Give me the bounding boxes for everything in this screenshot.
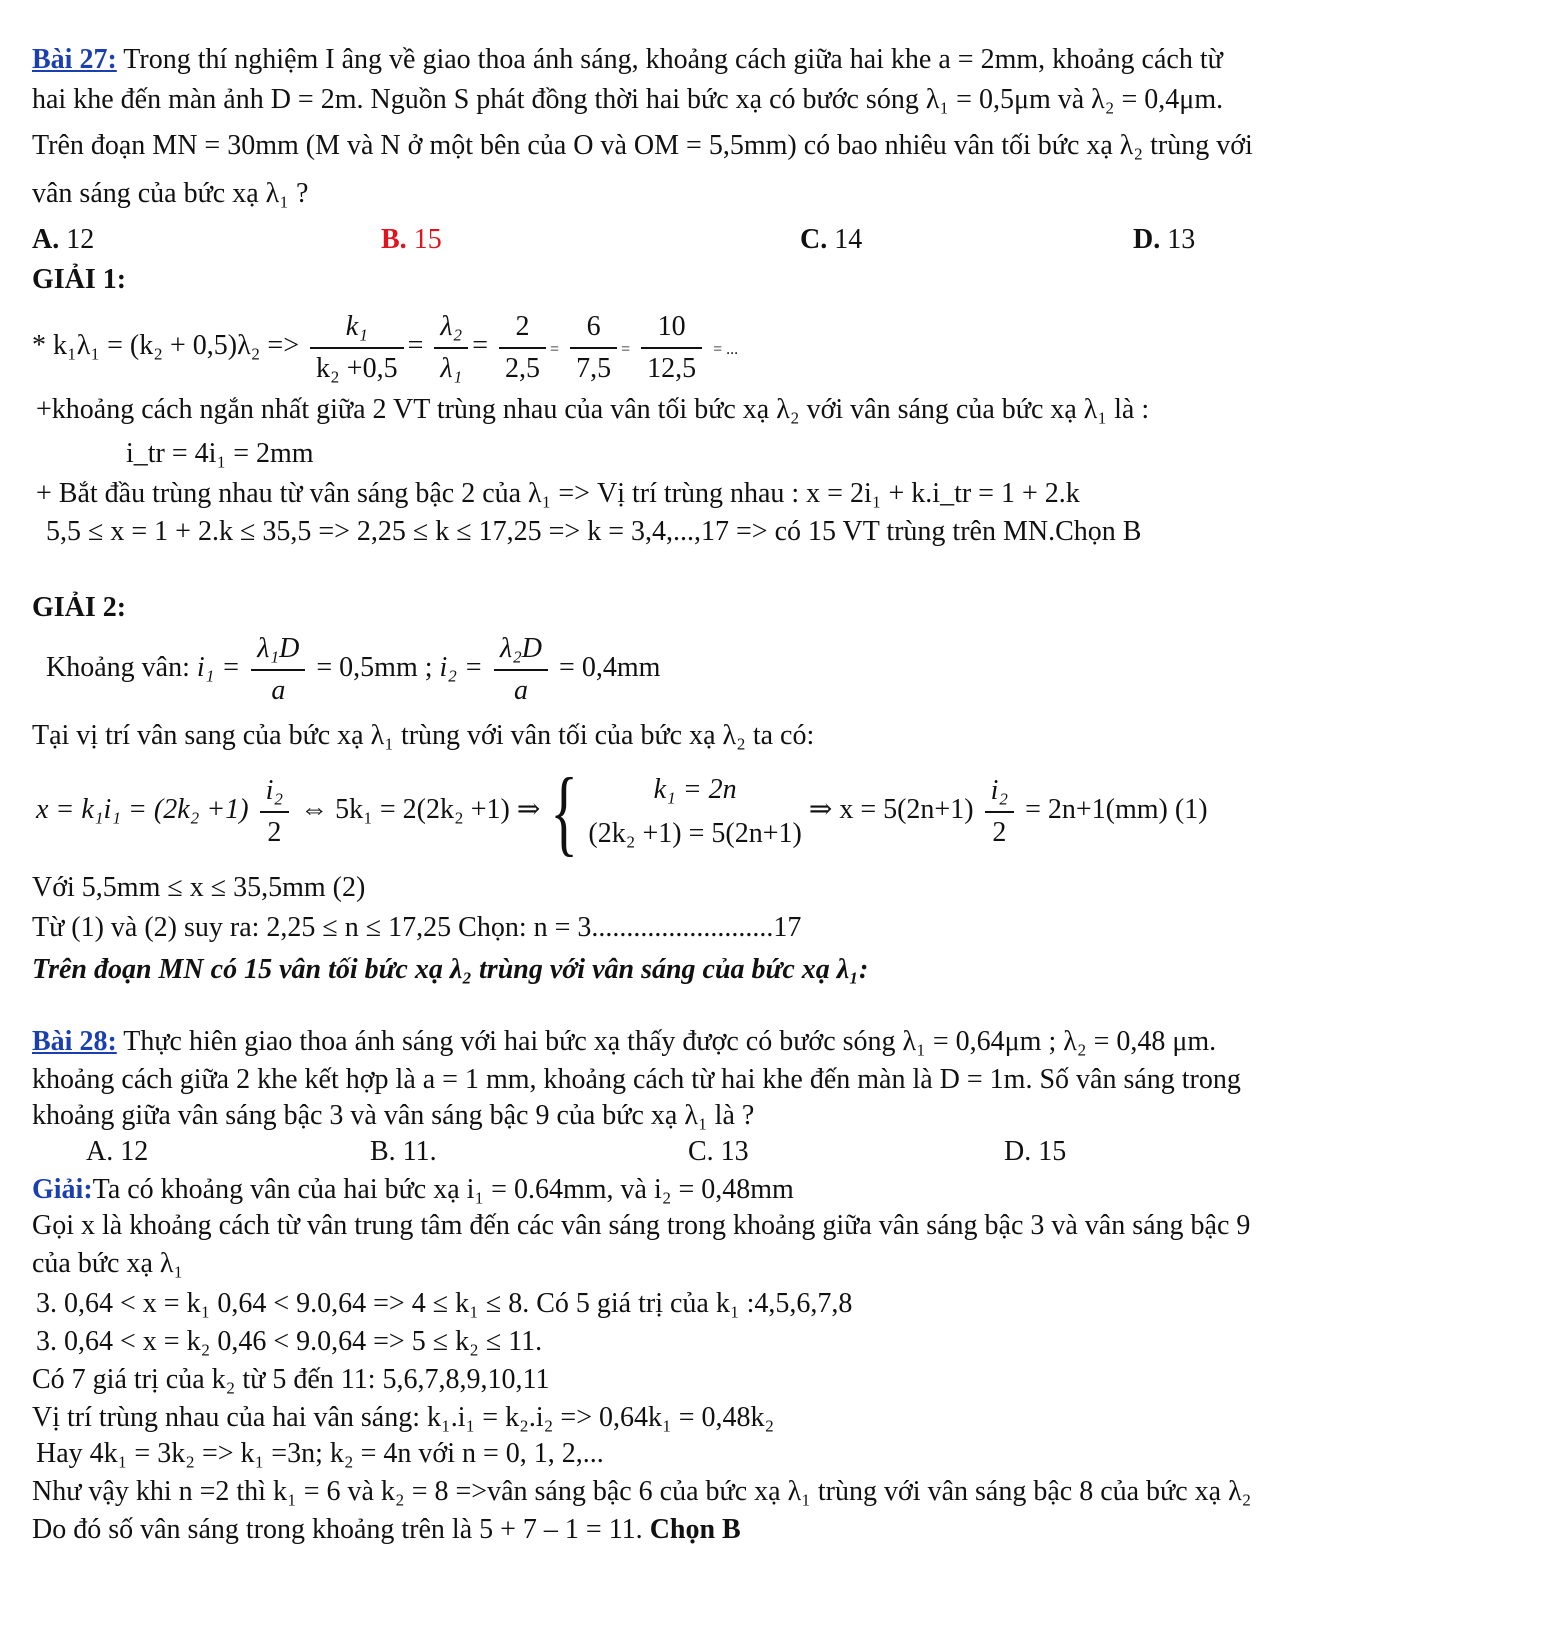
b28-giai-line1	[32, 1172, 794, 1208]
b28-giai-line10	[32, 1512, 741, 1548]
g1-dots: = ...	[713, 341, 739, 358]
g2-v1: = 0,5mm ;	[316, 652, 433, 683]
giai2-title: GIẢI 2:	[32, 592, 127, 623]
giai2-line4: Từ (1) và (2) suy ra: 2,25 ≤ n ≤ 17,25 Chọn: n = 3..........................17	[32, 912, 802, 943]
b28-title: Bài 28:	[32, 1026, 117, 1057]
b28-giai-line9: Như vậy khi n =2 thì k₁ = 6 và k₂ = 8 =>vân sáng bậc 6 của bức xạ λ₁ trùng với vân sáng bậc 8 của bức xạ λ₂	[32, 1476, 1252, 1507]
g2-i1: i₁ =	[196, 652, 241, 683]
option-letter: B.	[381, 224, 407, 255]
g2-frac-1: $\frac{\text{λ₁D}}{a}$	[251, 629, 305, 711]
b28-line3: khoảng giữa vân sáng bậc 3 và vân sáng bậc 9 của bức xạ λ₁ là ?	[32, 1100, 755, 1131]
option-text: 15	[413, 224, 442, 255]
b28-giai-label: Giải:	[32, 1174, 93, 1205]
giai2-line1	[46, 626, 660, 711]
b28-giai-line2: Gọi x là khoảng cách từ vân trung tâm đến các vân sáng trong khoảng giữa vân sáng bậc 3 và vân sáng bậc 9	[32, 1210, 1251, 1241]
b28-giai-line4: 3. 0,64 < x = k₁ 0,64 < 9.0,64 => 4 ≤ k₁ ≤ 8. Có 5 giá trị của k₁ :4,5,6,7,8	[36, 1288, 853, 1319]
b28-giai-line5: 3. 0,64 < x = k₂ 0,46 < 9.0,64 => 5 ≤ k₂ ≤ 11.	[36, 1326, 543, 1357]
g2-eq-frac: $\frac{\text{i₂}}{2}$	[260, 771, 290, 853]
giai1-line1: +khoảng cách ngắn nhất giữa 2 VT trùng nhau của vân tối bức xạ λ₂ với vân sáng của bức xạ λ₁ là :	[36, 394, 1150, 425]
b28-giai-line7: Vị trí trùng nhau của hai vân sáng: k₁.i₁ = k₂.i₂ => 0,64k₁ = 0,48k₂	[32, 1402, 775, 1433]
b27-option-b	[381, 222, 442, 258]
b28-giai-text: Ta có khoảng vân của hai bức xạ i₁ = 0.64mm, và i₂ = 0,48mm	[92, 1174, 794, 1205]
g2-eq-frac-2: $\frac{\text{i₂}}{2}$	[985, 771, 1015, 853]
option-text: 14	[834, 224, 863, 255]
option-letter: A.	[32, 224, 60, 255]
g2-eq-a: x = k₁i₁ = (2k₂ +1)	[36, 794, 249, 825]
b27-line2: hai khe đến màn ảnh D = 2m. Nguồn S phát đồng thời hai bức xạ có bước sóng λ₁ = 0,5μm và λ₂ = 0,4μm.	[32, 84, 1224, 115]
b28-text-1: Thực hiên giao thoa ánh sáng với hai bức xạ thấy được có bước sóng λ₁ = 0,64μm ; λ₂ = 0,48 μm.	[123, 1026, 1217, 1057]
option-text: 12	[66, 224, 95, 255]
system-eq-2: (2k₂ +1) = 5(2n+1)	[588, 817, 802, 849]
g1-frac-3: $\frac{2}{2,5}$	[499, 307, 546, 389]
b28-final-choice: Chọn B	[649, 1514, 741, 1545]
giai1-line4: 5,5 ≤ x = 1 + 2.k ≤ 35,5 => 2,25 ≤ k ≤ 17,25 => k = 3,4,...,17 => có 15 VT trùng trên MN.Chọn B	[46, 516, 1142, 547]
b28-option-b: B. 11.	[370, 1136, 437, 1167]
giai2-equation	[36, 757, 1208, 865]
option-letter: C.	[800, 224, 828, 255]
g2-label: Khoảng vân:	[46, 652, 190, 683]
g2-frac-2: $\frac{\text{λ₂D}}{a}$	[494, 629, 548, 711]
b27-line3: Trên đoạn MN = 30mm (M và N ở một bên của O và OM = 5,5mm) có bao nhiêu vân tối bức xạ λ₂ trùng với	[32, 130, 1253, 161]
giai2-line2: Tại vị trí vân sang của bức xạ λ₁ trùng với vân tối của bức xạ λ₂ ta có:	[32, 720, 815, 751]
g1-frac-4: $\frac{6}{7,5}$	[570, 307, 617, 389]
b27-title: Bài 27:	[32, 44, 117, 75]
g2-eq-b: ⇔ 5k₁ = 2(2k₂ +1) ⇒	[300, 794, 541, 825]
b27-option-a	[32, 222, 94, 258]
b28-giai-line3: của bức xạ λ₁	[32, 1248, 184, 1279]
b27-option-c	[800, 222, 862, 258]
g2-v2: = 0,4mm	[559, 652, 661, 683]
g2-eq-d: = 2n+1(mm) (1)	[1025, 794, 1208, 825]
b28-line1	[32, 1024, 1216, 1060]
giai1-line3: + Bắt đầu trùng nhau từ vân sáng bậc 2 của λ₁ => Vị trí trùng nhau : x = 2i₁ + k.i_tr = 1 + 2.k	[36, 478, 1080, 509]
b27-text-1: Trong thí nghiệm I âng về giao thoa ánh sáng, khoảng cách giữa hai khe a = 2mm, khoảng cách từ	[123, 44, 1223, 75]
g2-eq-c: ⇒ x = 5(2n+1)	[808, 794, 974, 825]
b28-final-text: Do đó số vân sáng trong khoảng trên là 5 + 7 – 1 = 11.	[32, 1514, 643, 1545]
b28-option-d: D. 15	[1004, 1136, 1067, 1167]
b28-giai-line6: Có 7 giá trị của k₂ từ 5 đến 11: 5,6,7,8,9,10,11	[32, 1364, 550, 1395]
option-text: 13	[1167, 224, 1196, 255]
b27-line1	[32, 42, 1223, 78]
g1-frac-2: $\frac{\text{λ₂}}{\text{λ₁}}$	[434, 307, 468, 389]
option-letter: D.	[1133, 224, 1161, 255]
b28-line2: khoảng cách giữa 2 khe kết hợp là a = 1 mm, khoảng cách từ hai khe đến màn là D = 1m. Số vân sáng trong	[32, 1064, 1241, 1095]
g1-frac-5: $\frac{10}{12,5}$	[641, 307, 702, 389]
giai1-title: GIẢI 1:	[32, 264, 127, 295]
giai2-conclusion: Trên đoạn MN có 15 vân tối bức xạ λ₂ trùng với vân sáng của bức xạ λ₁:	[32, 954, 869, 985]
g2-i2: i₂ =	[439, 652, 483, 683]
giai2-line3: Với 5,5mm ≤ x ≤ 35,5mm (2)	[32, 872, 366, 903]
b28-giai-line8: Hay 4k₁ = 3k₂ => k₁ =3n; k₂ = 4n với n = 0, 1, 2,...	[36, 1438, 604, 1469]
system-eq-1: k₁ = 2n	[653, 773, 737, 805]
b28-option-a: A. 12	[86, 1136, 149, 1167]
giai1-equation: * k₁λ₁ = (k₂ + 0,5)λ₂ => $\frac{\text{k₁}}{\text{k₂ +0,5}}$ = $\frac{\text{λ₂}}{\text{λ₁}}$ = $\frac{2}{2,5}$ = $\frac{6}{7,5}$ = $\frac{10}{12,5}$ = ...	[32, 306, 738, 390]
giai1-line2: i_tr = 4i₁ = 2mm	[126, 438, 314, 469]
b27-line4: vân sáng của bức xạ λ₁ ?	[32, 178, 309, 209]
equation-system	[588, 768, 801, 856]
b27-option-d	[1133, 222, 1195, 258]
b28-option-c: C. 13	[688, 1136, 749, 1167]
system-brace: {	[550, 757, 579, 865]
g1-frac-1: $\frac{\text{k₁}}{\text{k₂ +0,5}}$	[310, 307, 404, 389]
g1-eq-lead: * k₁λ₁ = (k₂ + 0,5)λ₂ =>	[32, 330, 300, 361]
